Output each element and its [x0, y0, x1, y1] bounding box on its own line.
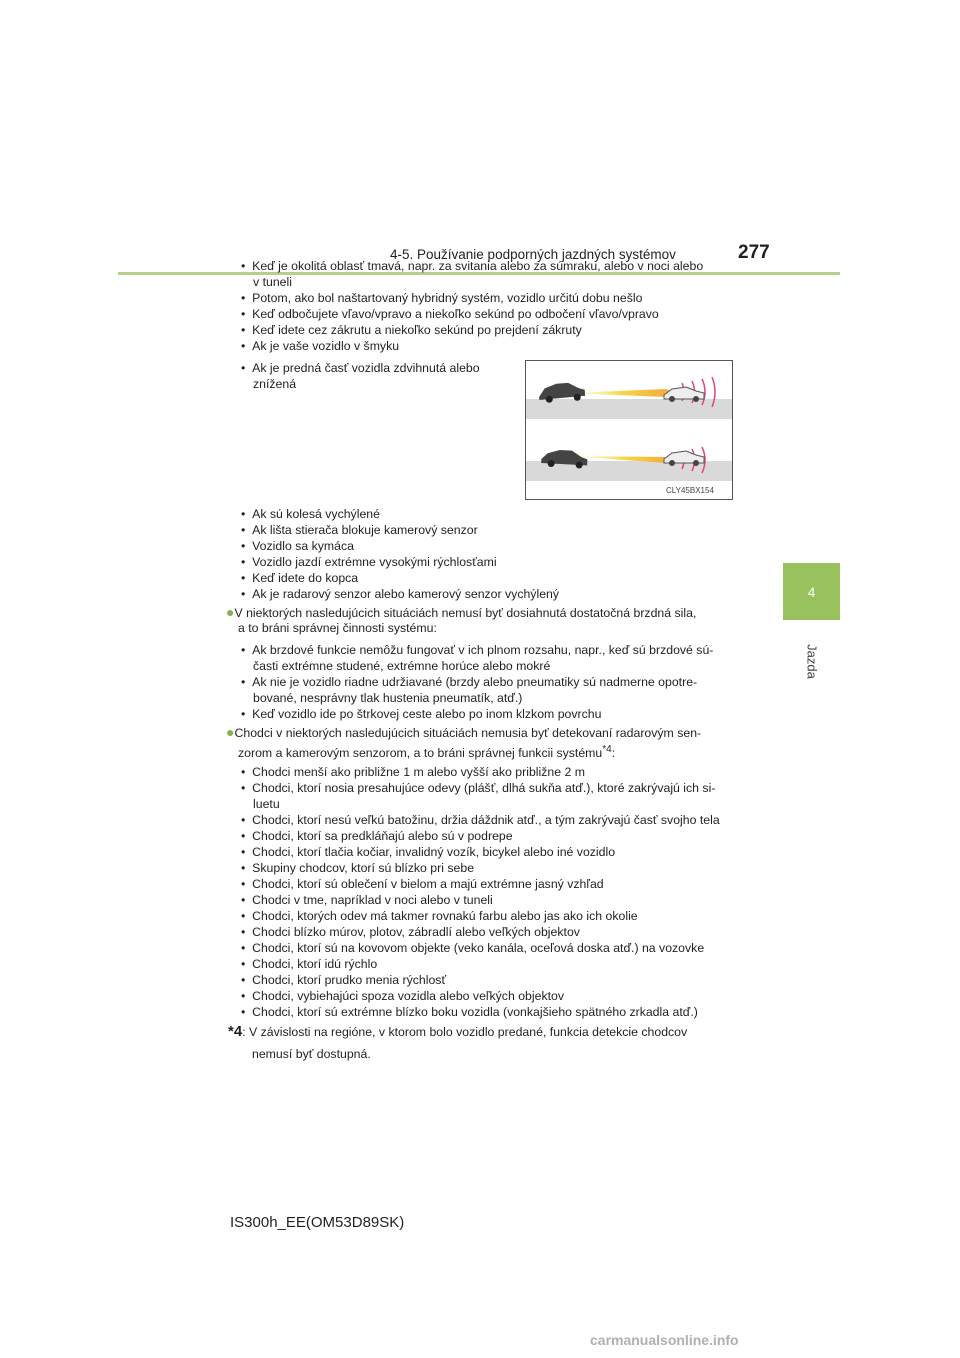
page-header-title: 4-5. Používanie podporných jazdných systémov [390, 247, 676, 262]
bullet-paragraph-continued: a to bráni správnej činnosti systému: [238, 621, 437, 635]
document-code: IS300h_EE(OM53D89SK) [230, 1214, 405, 1231]
list-item: • Chodci, ktorí idú rýchlo [241, 957, 378, 971]
list-item: • Skupiny chodcov, ktorí sú blízko pri sebe [241, 861, 475, 875]
list-item: • Keď odbočujete vľavo/vpravo a niekoľko sekúnd po odbočení vľavo/vpravo [241, 307, 659, 321]
list-item: • Chodci, ktorí sú extrémne blízko boku vozidla (vonkajšieho spätného zrkadla atď.) [241, 1005, 698, 1019]
list-item-continued: znížená [253, 377, 297, 391]
list-item: • Vozidlo sa kymáca [241, 539, 354, 553]
chapter-label: Jazda [804, 644, 820, 679]
footnote-mark: *4 [228, 1023, 243, 1040]
list-item: • Ak je vaše vozidlo v šmyku [241, 339, 400, 353]
list-item: • Chodci, ktorí sa predkláňajú alebo sú v podrepe [241, 829, 513, 843]
list-item: • Keď idete cez zákrutu a niekoľko sekúnd po prejdení zákruty [241, 323, 582, 337]
figure-code: CLY45BX154 [666, 486, 714, 495]
list-item: • Ak je predná časť vozidla zdvihnutá alebo [241, 361, 480, 375]
list-item: • Chodci, ktorí prudko menia rýchlosť [241, 973, 447, 987]
watermark-text: carmanualsonline.info [590, 1332, 739, 1348]
footnote-continued: nemusí byť dostupná. [252, 1047, 371, 1061]
list-item: • Chodci, ktorí sú oblečení v bielom a majú extrémne jasný vzhľad [241, 877, 604, 891]
list-item: • Ak lišta stierača blokuje kamerový senzor [241, 523, 478, 537]
list-item-continued: bované, nesprávny tlak hustenia pneumatík, atď.) [253, 691, 523, 705]
vehicle-tilt-illustration [525, 360, 733, 500]
list-item: • Chodci, vybiehajúci spoza vozidla alebo veľkých objektov [241, 989, 565, 1003]
list-item: • Chodci, ktorí nesú veľkú batožinu, držia dáždnik atď., a tým zakrývajú časť svojho tela [241, 813, 720, 827]
list-item: • Potom, ako bol naštartovaný hybridný systém, vozidlo určitú dobu nešlo [241, 291, 643, 305]
list-item: • Chodci v tme, napríklad v noci alebo v tuneli [241, 893, 493, 907]
list-item: • Chodci, ktorí tlačia kočiar, invalidný vozík, bicykel alebo iné vozidlo [241, 845, 616, 859]
bullet-dot-icon: ● [226, 724, 235, 740]
list-item: • Chodci blízko múrov, plotov, zábradlí alebo veľkých objektov [241, 925, 580, 939]
list-item: • Keď idete do kopca [241, 571, 359, 585]
list-item: • Ak je radarový senzor alebo kamerový senzor vychýlený [241, 587, 560, 601]
list-item-continued: v tuneli [253, 275, 292, 289]
footnote: *4: V závislosti na regióne, v ktorom bolo vozidlo predané, funkcia detekcie chodcov [228, 1023, 688, 1040]
bullet-dot-icon: ● [226, 604, 235, 620]
chapter-tab [783, 563, 840, 620]
list-item: • Chodci, ktorí sú na kovovom objekte (veko kanála, oceľová doska atď.) na vozovke [241, 941, 705, 955]
list-item-continued: časti extrémne studené, extrémne horúce alebo mokré [253, 659, 551, 673]
list-item: • Chodci, ktorých odev má takmer rovnakú farbu alebo jas ako ich okolie [241, 909, 638, 923]
bullet-paragraph: ●V niektorých nasledujúcich situáciách nemusí byť dosiahnutá dostatočná brzdná sila, [226, 604, 697, 620]
list-item: • Vozidlo jazdí extrémne vysokými rýchlosťami [241, 555, 497, 569]
page-number: 277 [738, 242, 770, 263]
list-item: • Ak sú kolesá vychýlené [241, 507, 380, 521]
chapter-number: 4 [807, 583, 816, 600]
bullet-paragraph: ●Chodci v niektorých nasledujúcich situáciách nemusia byť detekovaní radarovým sen- [226, 724, 702, 740]
list-item: • Keď je okolitá oblasť tmavá, napr. za svitania alebo za súmraku, alebo v noci alebo [241, 259, 704, 273]
list-item: • Ak brzdové funkcie nemôžu fungovať v ich plnom rozsahu, napr., keď sú brzdové sú- [241, 643, 714, 657]
bullet-paragraph-continued: zorom a kamerovým senzorom, a to bráni správnej funkcii systému$^{*4}$: [238, 744, 616, 761]
list-item: • Chodci menší ako približne 1 m alebo vyšší ako približne 2 m [241, 765, 585, 779]
road-top [526, 399, 732, 419]
list-item: • Ak nie je vozidlo riadne udržiavané (brzdy alebo pneumatiky sú nadmerne opotre- [241, 675, 698, 689]
list-item: • Chodci, ktorí nosia presahujúce odevy (plášť, dlhá sukňa atď.), ktoré zakrývajú ich si- [241, 781, 716, 795]
road-bottom [526, 461, 732, 481]
list-item: • Keď vozidlo ide po štrkovej ceste alebo po inom klzkom povrchu [241, 707, 602, 721]
illustration-svg [526, 361, 732, 499]
list-item-continued: luetu [253, 797, 280, 811]
